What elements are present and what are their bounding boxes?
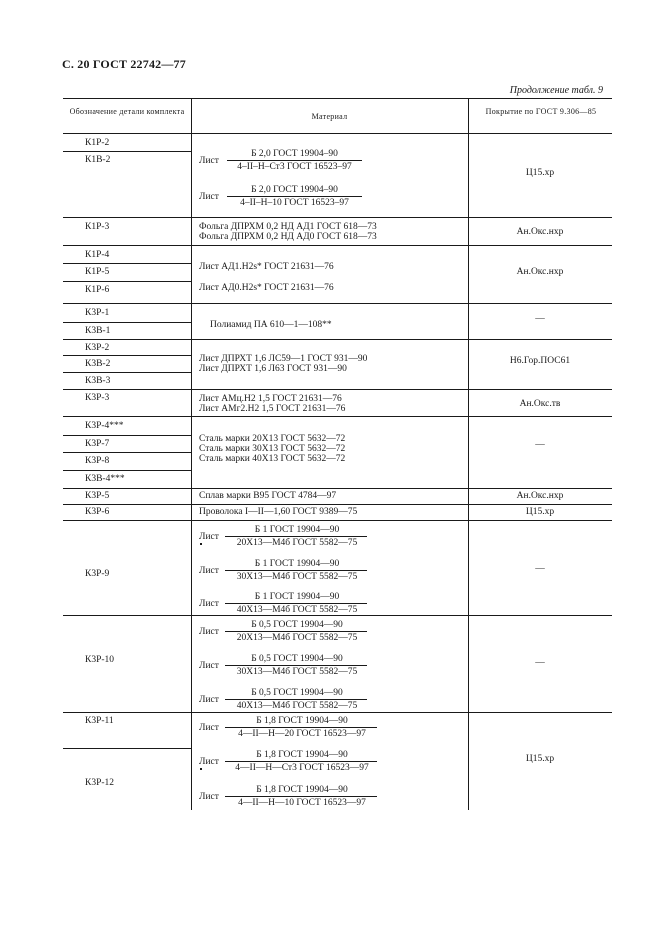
material-denominator: 4—II—Н—Ст3 ГОСТ 16523—97	[235, 763, 369, 773]
designation-cell: К3Р-10	[85, 655, 115, 665]
row-separator	[63, 615, 612, 616]
sub-separator	[63, 372, 191, 373]
row-separator	[63, 520, 612, 521]
coating-cell: Ан.Окс.нхр	[516, 267, 564, 277]
coating-cell: —	[535, 658, 545, 668]
material-numerator: Б 1 ГОСТ 19904—90	[254, 525, 340, 535]
coating-cell: Ц15.хр	[525, 168, 555, 178]
material-line: Фольга ДПРХМ 0,2 НД АД0 ГОСТ 618—73	[199, 232, 377, 242]
material-line: Лист АД0.Н2s* ГОСТ 21631—76	[199, 283, 334, 293]
material-numerator: Б 1,8 ГОСТ 19904—90	[256, 716, 348, 726]
material-denominator: 4–II–Н–10 ГОСТ 16523–97	[240, 198, 349, 208]
material-line: Лист АД1.Н2s* ГОСТ 21631—76	[199, 262, 334, 272]
row-separator	[63, 416, 612, 417]
material-prefix: Лист	[199, 757, 219, 767]
fraction-bar	[225, 727, 377, 728]
column-divider	[191, 98, 192, 810]
fraction-bar	[225, 796, 377, 797]
coating-cell: Ан.Окс.тв	[519, 399, 561, 409]
fraction-bar	[227, 196, 362, 197]
row-separator	[63, 712, 612, 713]
table-caption: Продолжение табл. 9	[509, 85, 603, 96]
material-line: Лист АМц.Н2 1,5 ГОСТ 21631—76	[199, 394, 342, 404]
coating-cell: Н6.Гор.ПОС61	[509, 356, 571, 366]
material-line: Лист АМг2.Н2 1,5 ГОСТ 21631—76	[199, 404, 346, 414]
material-prefix: Лист	[199, 723, 219, 733]
sub-separator	[63, 263, 191, 264]
material-denominator: 4–II–Н–Ст3 ГОСТ 16523–97	[237, 162, 352, 172]
fraction-bar	[225, 761, 377, 762]
designation-cell: К3В-2	[85, 359, 111, 369]
sub-separator	[63, 452, 191, 453]
row-separator	[63, 303, 612, 304]
sub-separator	[63, 355, 191, 356]
designation-cell: К3Р-3	[85, 393, 110, 403]
row-separator	[63, 339, 612, 340]
material-denominator: 30Х13—М4б ГОСТ 5582—75	[236, 667, 358, 677]
designation-cell: К3Р-8	[85, 456, 110, 466]
designation-cell: К3Р-11	[85, 716, 114, 726]
fraction-bar	[225, 570, 367, 571]
page-title: С. 20 ГОСТ 22742—77	[62, 57, 186, 71]
coating-cell: Ц15.хр	[525, 507, 555, 517]
material-prefix: Лист	[199, 566, 219, 576]
designation-cell: К3Р-2	[85, 343, 110, 353]
material-line: Сплав марки В95 ГОСТ 4784—97	[199, 491, 337, 501]
material-numerator: Б 1 ГОСТ 19904—90	[254, 559, 340, 569]
designation-cell: К1Р-3	[85, 222, 110, 232]
header-material: Материал	[311, 112, 348, 121]
material-prefix: Лист	[199, 532, 219, 542]
fraction-bar	[225, 665, 367, 666]
material-numerator: Б 1,8 ГОСТ 19904—90	[256, 750, 348, 760]
material-prefix: Лист	[199, 599, 219, 609]
designation-cell: К3Р-5	[85, 491, 110, 501]
designation-cell: К3Р-4***	[85, 421, 124, 431]
coating-cell: Ан.Окс.нхр	[516, 227, 564, 237]
material-denominator: 30Х13—М4б ГОСТ 5582—75	[236, 572, 358, 582]
material-line: Лист ДПРХТ 1,6 Л63 ГОСТ 931—90	[199, 364, 347, 374]
fraction-bar	[225, 699, 367, 700]
material-prefix: Лист	[199, 192, 219, 202]
material-denominator: 4—II—Н—20 ГОСТ 16523—97	[238, 729, 366, 739]
row-separator	[63, 389, 612, 390]
row-separator	[63, 245, 612, 246]
material-numerator: Б 2,0 ГОСТ 19904–90	[251, 149, 338, 159]
coating-cell: —	[535, 440, 545, 450]
designation-cell: К3Р-7	[85, 439, 110, 449]
material-numerator: Б 0,5 ГОСТ 19904—90	[251, 688, 343, 698]
material-line: Сталь марки 20Х13 ГОСТ 5632—72	[199, 434, 346, 444]
designation-cell: К3Р-1	[85, 308, 110, 318]
row-separator	[63, 488, 612, 489]
header-coating: Покрытие по ГОСТ 9.306—85	[485, 107, 597, 116]
material-line: Фольга ДПРХМ 0,2 НД АД1 ГОСТ 618—73	[199, 222, 377, 232]
designation-cell: К1Р-2	[85, 138, 110, 148]
material-denominator: 20Х13—М4б ГОСТ 5582—75	[236, 633, 358, 643]
material-line: Лист ДПРХТ 1,6 ЛС59—1 ГОСТ 931—90	[199, 354, 368, 364]
coating-cell: Ц15.хр	[525, 754, 555, 764]
header-designation: Обозначение детали комплекта	[69, 107, 185, 116]
material-line: Полиамид ПА 610—1—108**	[210, 320, 332, 330]
fraction-bar	[225, 536, 367, 537]
sub-separator	[63, 470, 191, 471]
material-line: Проволока I—II—1,60 ГОСТ 9389—75	[199, 507, 358, 517]
designation-cell: К3В-1	[85, 326, 111, 336]
row-separator	[63, 217, 612, 218]
material-denominator: 40Х13—М4б ГОСТ 5582—75	[236, 605, 358, 615]
material-numerator: Б 1,8 ГОСТ 19904—90	[256, 785, 348, 795]
dot-mark	[200, 768, 202, 770]
sub-separator	[63, 322, 191, 323]
sub-separator	[63, 151, 191, 152]
table-top-border	[63, 98, 612, 99]
coating-cell: Ан.Окс.нхр	[516, 491, 564, 501]
material-line: Сталь марки 40Х13 ГОСТ 5632—72	[199, 454, 346, 464]
designation-cell: К1Р-6	[85, 285, 110, 295]
material-prefix: Лист	[199, 156, 219, 166]
material-prefix: Лист	[199, 627, 219, 637]
designation-cell: К1В-2	[85, 155, 111, 165]
material-prefix: Лист	[199, 695, 219, 705]
header-bottom-border	[63, 133, 612, 134]
material-denominator: 4—II—Н—10 ГОСТ 16523—97	[238, 798, 366, 808]
designation-cell: К1Р-5	[85, 267, 110, 277]
designation-cell: К1Р-4	[85, 250, 110, 260]
material-numerator: Б 0,5 ГОСТ 19904—90	[251, 654, 343, 664]
material-prefix: Лист	[199, 661, 219, 671]
coating-cell: —	[535, 314, 545, 324]
sub-separator	[63, 435, 191, 436]
fraction-bar	[225, 603, 367, 604]
designation-cell: К3Р-12	[85, 778, 115, 788]
designation-cell: К3Р-6	[85, 507, 110, 517]
fraction-bar	[225, 631, 367, 632]
column-divider	[468, 98, 469, 810]
material-prefix: Лист	[199, 792, 219, 802]
coating-cell: —	[535, 564, 545, 574]
material-denominator: 40Х13—М4б ГОСТ 5582—75	[236, 701, 358, 711]
material-numerator: Б 0,5 ГОСТ 19904—90	[251, 620, 343, 630]
material-line: Сталь марки 30Х13 ГОСТ 5632—72	[199, 444, 346, 454]
sub-separator	[63, 748, 191, 749]
materials-table	[63, 98, 612, 810]
dot-mark	[200, 543, 202, 545]
row-separator	[63, 504, 612, 505]
designation-cell: К3В-4***	[85, 474, 125, 484]
designation-cell: К3Р-9	[85, 569, 110, 579]
sub-separator	[63, 281, 191, 282]
material-numerator: Б 2,0 ГОСТ 19904–90	[251, 185, 338, 195]
designation-cell: К3В-3	[85, 376, 111, 386]
material-denominator: 20Х13—М4б ГОСТ 5582—75	[236, 538, 358, 548]
fraction-bar	[227, 160, 362, 161]
material-numerator: Б 1 ГОСТ 19904—90	[254, 592, 340, 602]
